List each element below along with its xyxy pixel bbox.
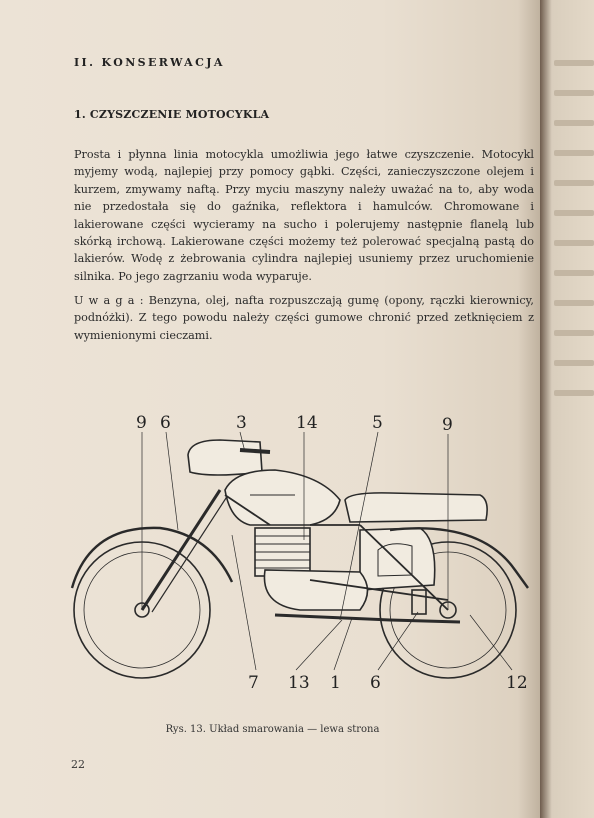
callout-14: 14 [296,413,318,433]
facing-page-edge [540,0,594,818]
section-heading: 1. CZYSZCZENIE MOTOCYKLA [74,108,270,121]
paragraph-cleaning: Prosta i płynna linia motocykla umożliwia jego łatwe czyszczenie. Motocykl myjemy wodą, najlepiej przy pomocy gąbki. Części, zanieczyszczone olejem i kurzem, zmywamy naftą. Przy myciu maszyny należy uważać na to, aby woda nie przedostała się do gaźnika, reflektora i hamulców. Chromowane i lakierowane części wycieramy na sucho i polerujemy następnie flanelą lub skórką irchową. Lakierowane części możemy też polerować specjalną pastą do lakierów. Wodę z żebrowania cylindra najlepiej usuniemy przez uruchomienie silnika. Po jego zagrzaniu woda wyparuje. [74,148,534,283]
figure-caption: Rys. 13. Układ smarowania — lewa strona [165,724,380,735]
chapter-heading: II. KONSERWACJA [74,56,225,69]
callout-9-right: 9 [442,415,453,435]
callout-6-top: 6 [160,413,171,433]
callout-12: 12 [506,673,528,693]
fuel-tank [225,470,340,525]
callout-13: 13 [288,673,310,693]
callout-1: 1 [330,673,341,693]
callout-7: 7 [248,673,259,693]
callout-9-left: 9 [136,413,147,433]
callout-5: 5 [372,413,383,433]
callout-3: 3 [236,413,247,433]
callout-6-bottom: 6 [370,673,381,693]
seat [345,493,487,522]
page-number: 22 [71,758,85,771]
motorcycle-diagram [60,400,540,710]
paragraph-note: U w a g a : Benzyna, olej, nafta rozpuszczają gumę (opony, rączki kierownicy, podnóżki). Z tego powodu należy części gumowe chronić przed zetknięciem z wymienionymi cieczami. [74,294,534,342]
